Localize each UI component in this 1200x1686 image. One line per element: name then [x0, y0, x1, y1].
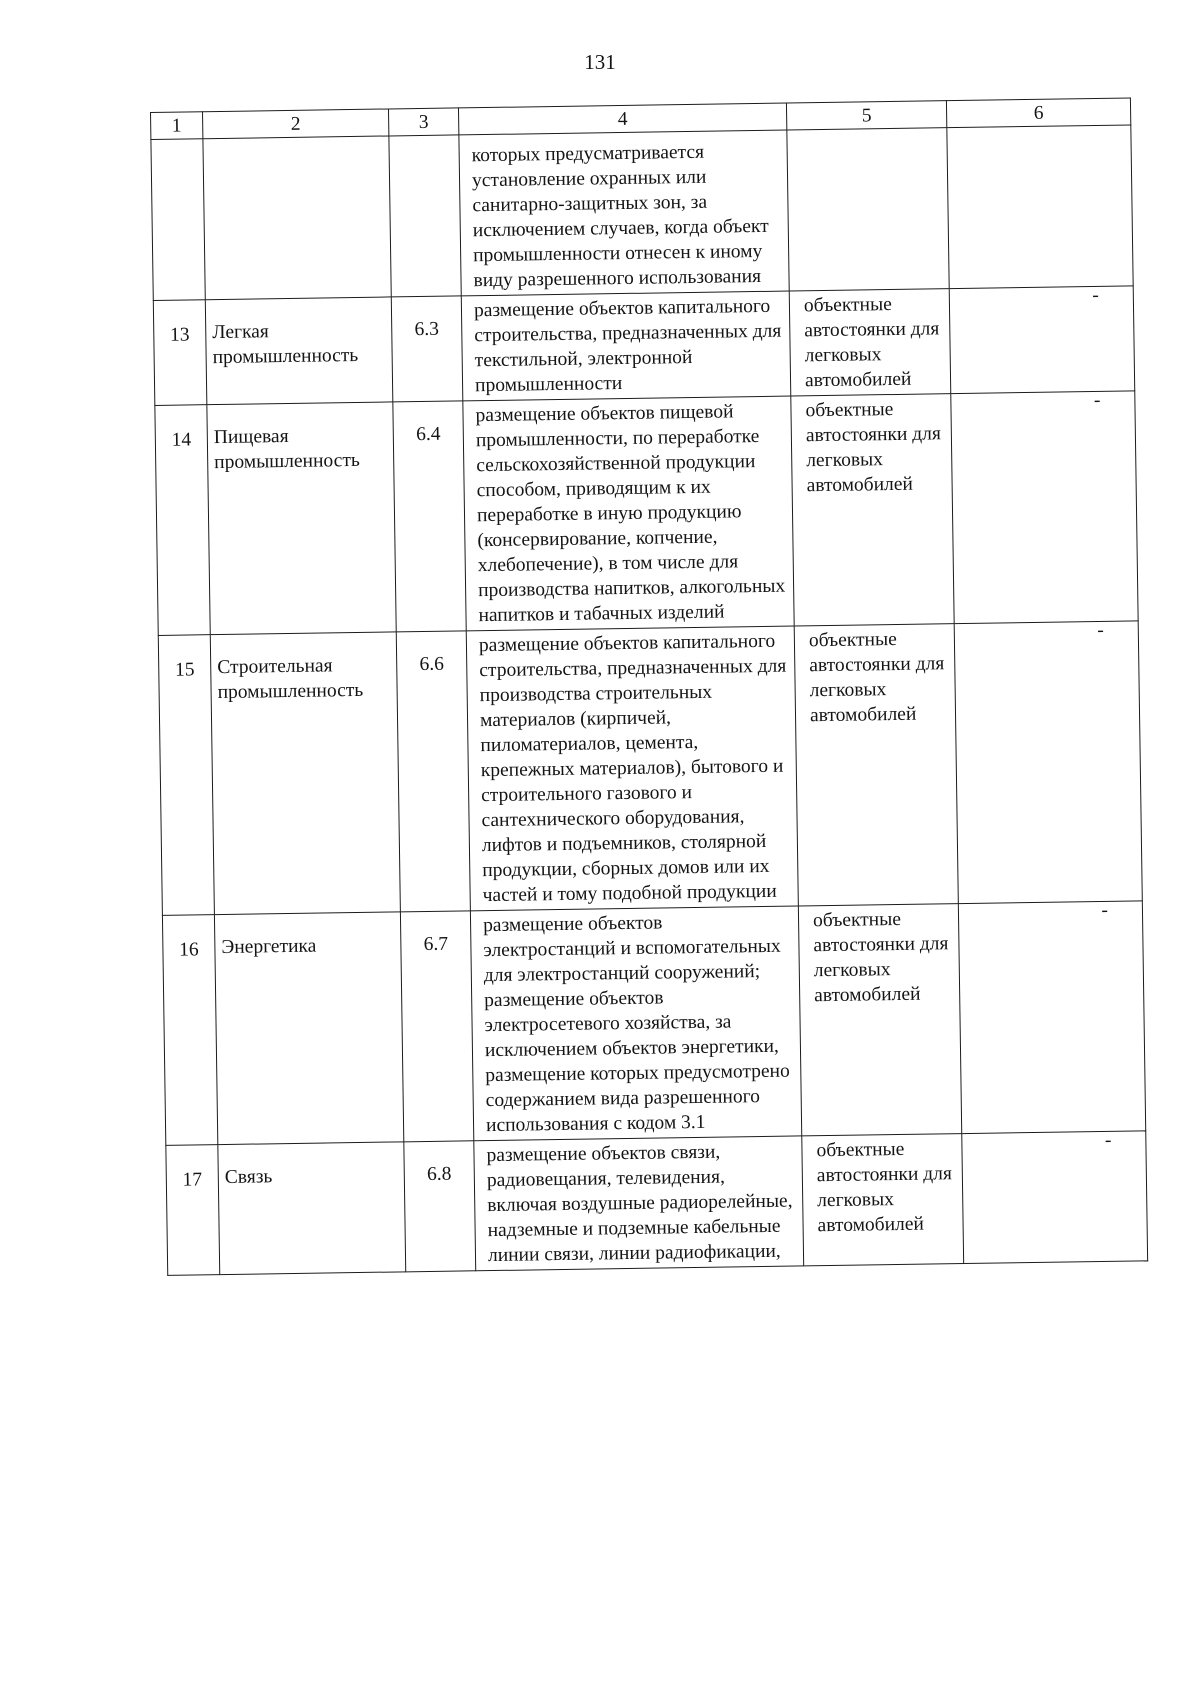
cell-conditions: -: [958, 901, 1145, 1134]
cell-conditions: -: [949, 286, 1135, 394]
cell-auxiliary: [787, 128, 949, 291]
cell-conditions: -: [954, 621, 1142, 904]
cell-description: размещение объектов капитального строительства, предназначенных для производства строительных материалов (кирпичей, пиломатериалов, цемента, крепежных материалов), бытового и строительного газового и сантехнического оборудования, лифтов и подъемников, столярной продукции, сборных домов или их частей и тому подобной продукции: [466, 626, 798, 911]
table-row: [166, 1131, 1148, 1276]
cell-description: размещение объектов электростанций и вспомогательных для электростанций сооружений; размещение объектов электросетевого хозяйства, за исключением объектов энергетики, размещение которых предусмотрено содержанием вида разрешенного использования с кодом 3.1: [470, 906, 801, 1141]
header-col-4: 4: [458, 103, 786, 135]
header-col-2: 2: [203, 109, 389, 139]
cell-name: Связь: [218, 1142, 406, 1275]
cell-name: Энергетика: [214, 912, 403, 1145]
cell-description: размещение объектов капитального строительства, предназначенных для текстильной, электронной промышленности: [461, 291, 791, 401]
cell-description: размещение объектов связи, радиовещания, телевидения, включая воздушные радиорелейные, надземные и подземные кабельные линии связи, линии радиофикации,: [474, 1136, 804, 1271]
cell-number: 16: [162, 915, 217, 1146]
header-col-5: 5: [786, 101, 946, 130]
table-row: [153, 286, 1134, 406]
land-use-table: [150, 97, 1148, 1275]
cell-auxiliary: объектные автостоянки для легковых автомобилей: [794, 624, 958, 906]
cell-auxiliary: объектные автостоянки для легковых автомобилей: [802, 1134, 964, 1266]
cell-code: 6.3: [391, 296, 463, 402]
table-row: [155, 391, 1138, 636]
header-col-3: 3: [388, 108, 458, 136]
cell-description: размещение объектов пищевой промышленности, по переработке сельскохозяйственной продукции способом, приводящим к их переработке в иную продукцию (консервирование, копчение, хлебопечение), в том числе для производства напитков, алкогольных напитков и табачных изделий: [463, 396, 794, 631]
header-col-6: 6: [946, 98, 1130, 128]
page-number: 131: [584, 50, 616, 74]
cell-code: 6.8: [404, 1141, 476, 1272]
table-row: [158, 621, 1142, 916]
cell-conditions: [947, 125, 1133, 289]
cell-number: 17: [166, 1145, 220, 1276]
cell-name: Легкая промышленность: [205, 297, 393, 405]
cell-code: 6.4: [393, 401, 466, 632]
cell-name: [203, 136, 391, 300]
cell-number: 13: [153, 300, 207, 406]
cell-name: Пищевая промышленность: [207, 402, 396, 635]
cell-number: 15: [158, 635, 214, 916]
cell-code: [389, 135, 461, 297]
cell-auxiliary: объектные автостоянки для легковых автомобилей: [789, 289, 951, 396]
cell-description: которых предусматривается установление охранных или санитарно-защитных зон, за исключением случаев, когда объект промышленности отнесен к иному виду разрешенного использования: [459, 130, 789, 296]
cell-code: 6.7: [400, 911, 473, 1142]
cell-conditions: -: [951, 391, 1138, 624]
cell-auxiliary: объектные автостоянки для легковых автомобилей: [798, 904, 961, 1136]
table-row: [162, 901, 1145, 1146]
table-row-continuation: [151, 125, 1133, 301]
cell-number: 14: [155, 405, 210, 636]
cell-name: Строительная промышленность: [210, 632, 400, 915]
header-col-1: 1: [151, 112, 203, 140]
cell-number: [151, 139, 205, 301]
cell-code: 6.6: [396, 631, 470, 912]
cell-conditions: -: [962, 1131, 1148, 1264]
cell-auxiliary: объектные автостоянки для легковых автомобилей: [791, 394, 954, 626]
